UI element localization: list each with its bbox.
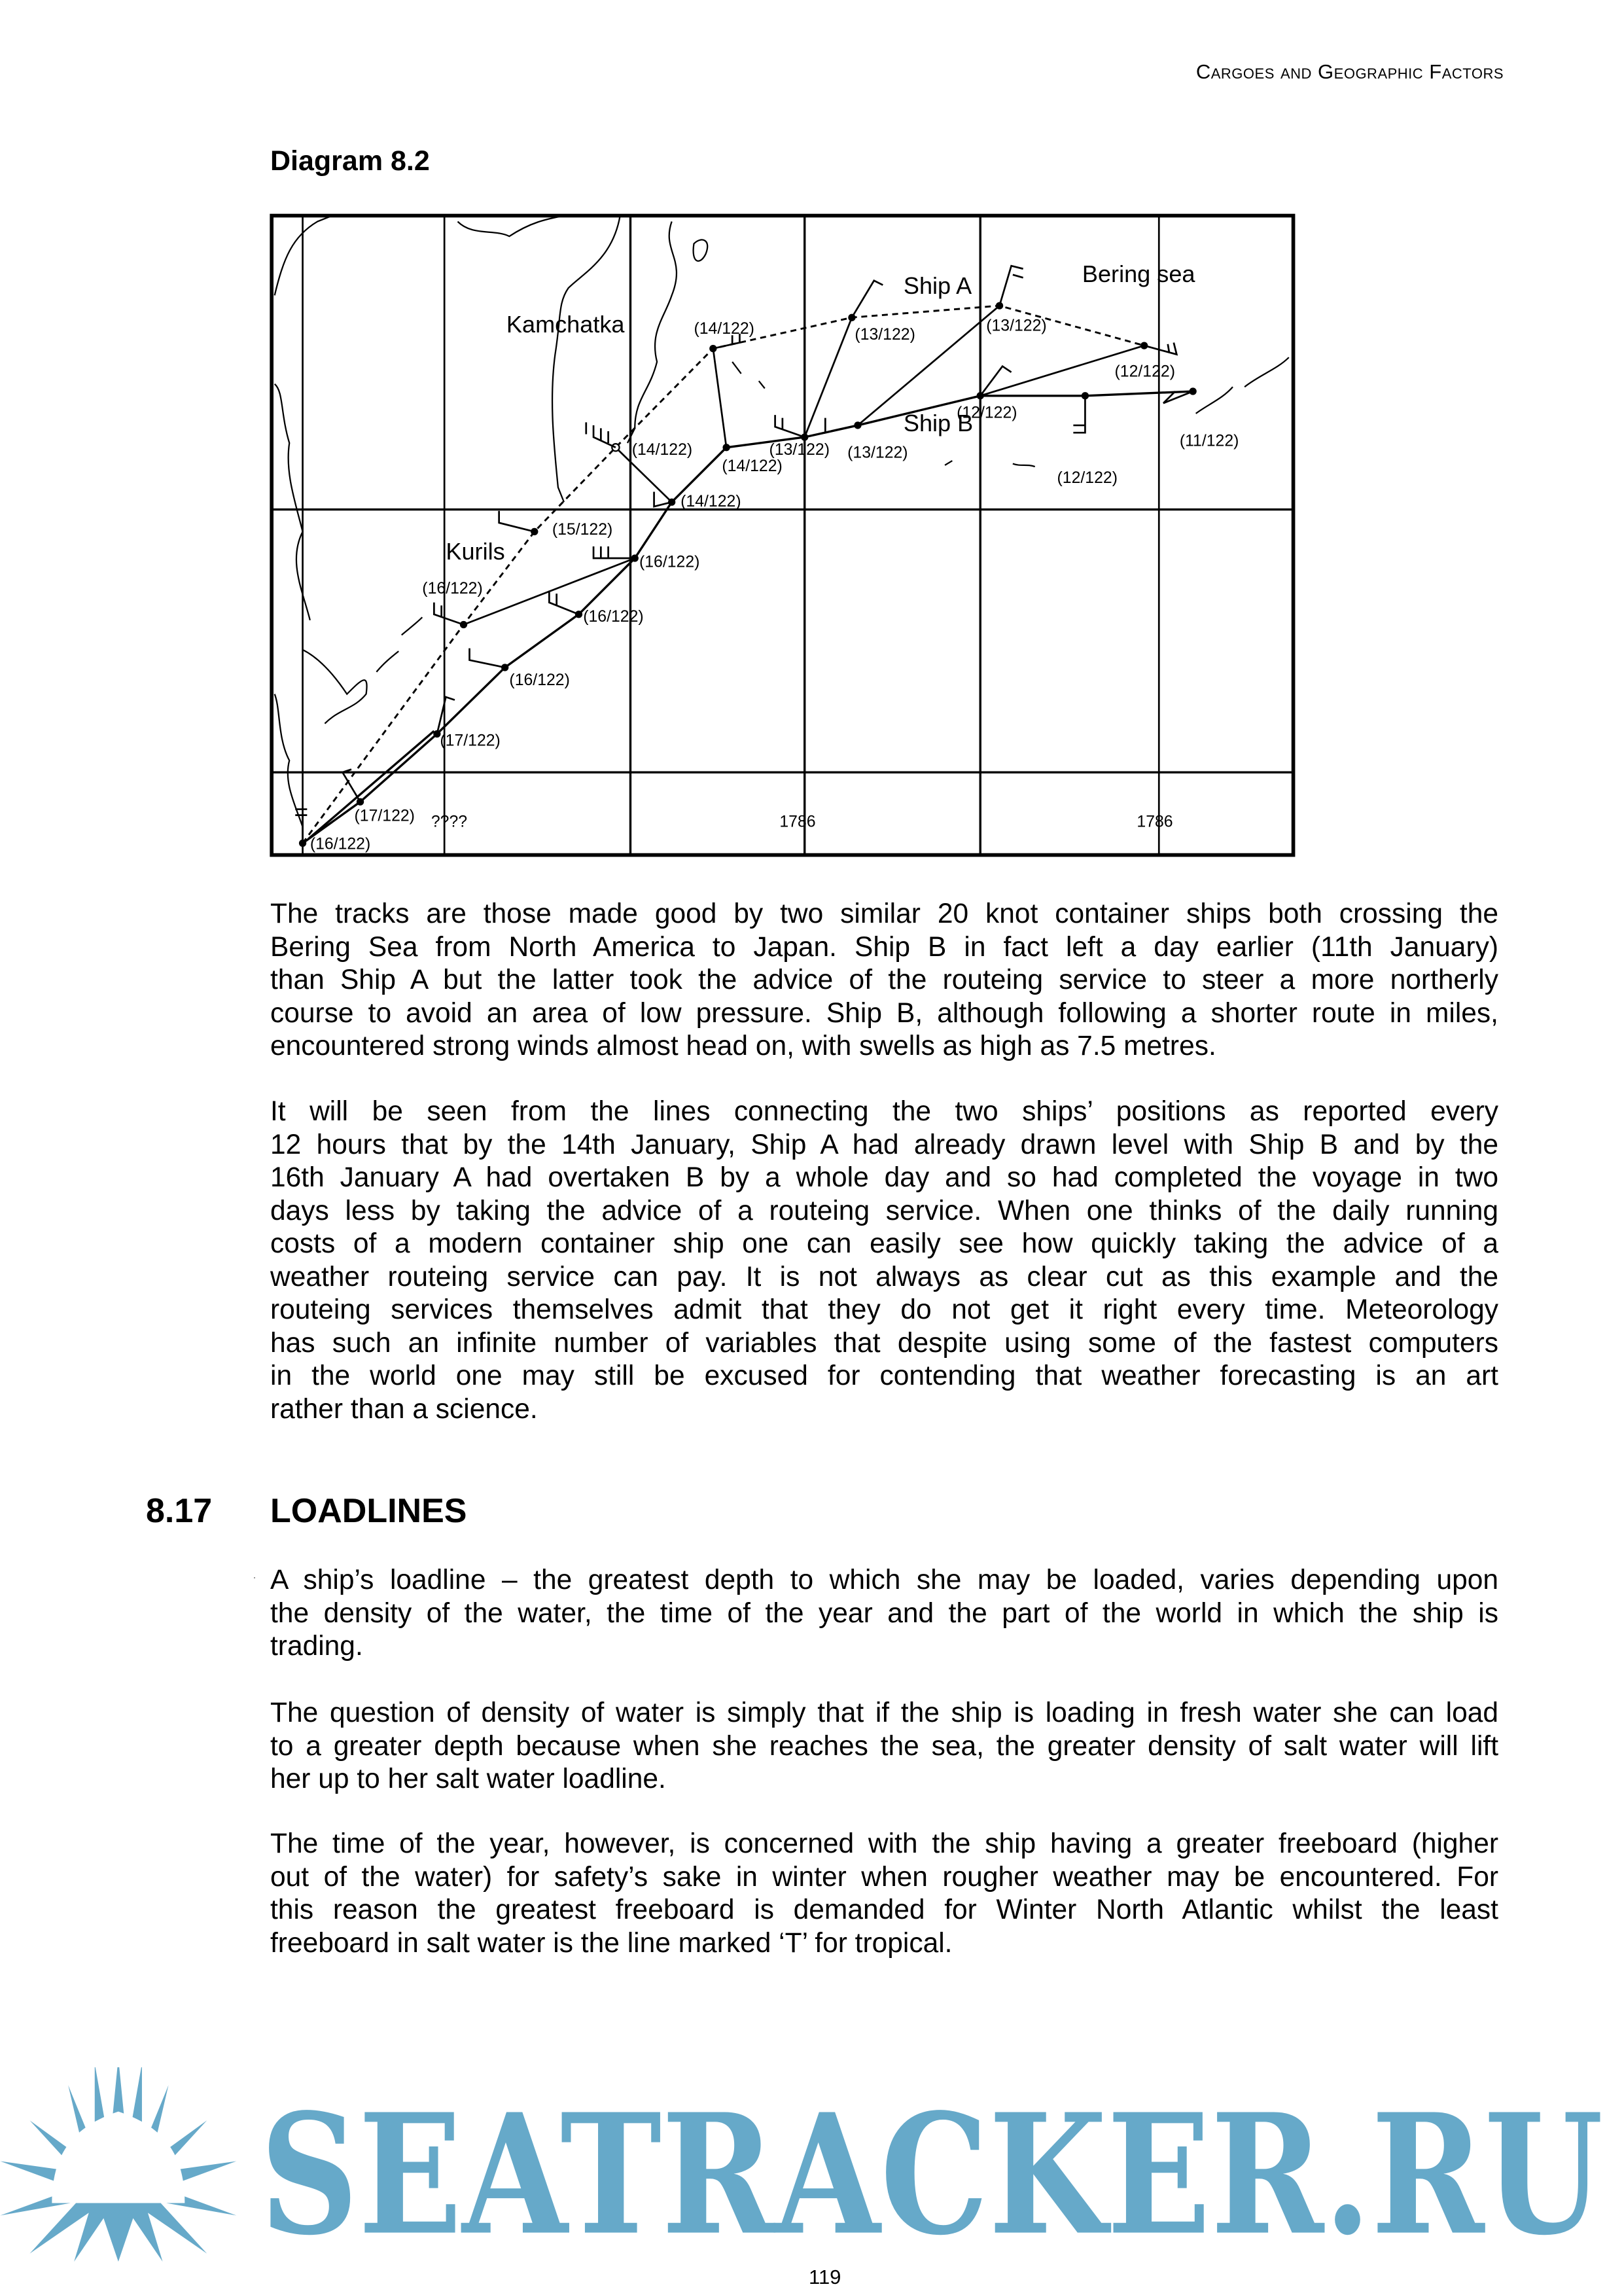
- position-label: (14/122): [680, 493, 741, 511]
- watermark-text: SEATRACKER.RU: [260, 2077, 1604, 2264]
- text-line: days less by taking the advice of a routeing service. When one thinks of the daily running: [270, 1195, 1498, 1226]
- position-label: (13/122): [847, 444, 908, 462]
- label-ship-b: Ship B: [903, 409, 974, 436]
- sun-logo-icon: [0, 2067, 236, 2262]
- paragraph-freeboard: [270, 1828, 1498, 1960]
- position-dots: [299, 302, 1197, 847]
- text-line: 12 hours that by the 14th January, Ship A had already drawn level with Ship B and by the: [270, 1129, 1498, 1160]
- text-line: trading.: [270, 1631, 363, 1662]
- text-line: to a greater depth because when she reaches the sea, the greater density of salt water will lift: [270, 1730, 1498, 1762]
- text-line: routeing services themselves admit that they do not get it right every time. Meteorology: [270, 1294, 1498, 1325]
- text-line: in the world one may still be excused for contending that weather forecasting is an art: [270, 1361, 1498, 1391]
- position-label: (15/122): [552, 520, 613, 539]
- text-line: It will be seen from the lines connecting the two ships’ positions as reported every: [270, 1096, 1498, 1127]
- text-line: The question of density of water is simply that if the ship is loading in fresh water she can load: [270, 1698, 1498, 1728]
- page-number: 119: [809, 2266, 841, 2288]
- position-label: (17/122): [440, 732, 501, 750]
- position-label: (17/122): [354, 807, 415, 825]
- bottom-label: 1786: [1137, 813, 1173, 831]
- text-line: the density of the water, the time of the year and the part of the world in which the ship is: [270, 1597, 1498, 1629]
- text-line: course to avoid an area of low pressure. Ship B, although following a shorter route in miles,: [270, 997, 1498, 1029]
- running-header: Cargoes and Geographic Factors: [1195, 60, 1504, 83]
- position-label: (16/122): [422, 580, 483, 598]
- bottom-label: 1786: [779, 813, 816, 831]
- position-label: (16/122): [509, 671, 570, 690]
- position-label: (12/122): [1057, 469, 1118, 487]
- position-label: (16/122): [639, 553, 700, 571]
- section-number: 8.17: [146, 1492, 213, 1530]
- paragraph-density: [270, 1697, 1498, 1796]
- text-line: A ship’s loadline – the greatest depth to which she may be loaded, varies depending upon: [270, 1565, 1498, 1595]
- position-label: (14/122): [694, 320, 754, 338]
- paragraph-comparison: [270, 1095, 1498, 1426]
- coastlines: [275, 216, 1289, 827]
- position-label: (11/122): [1179, 432, 1239, 450]
- ship-b-position-labels: [310, 404, 1239, 853]
- text-line: rather than a science.: [270, 1393, 538, 1425]
- paragraph-tracks: [270, 898, 1498, 1063]
- position-label: (14/122): [631, 441, 693, 459]
- watermark: [0, 2067, 1624, 2264]
- position-label: (16/122): [583, 608, 644, 626]
- region-labels: [446, 260, 1195, 565]
- text-line: this reason the greatest freeboard is demanded for Winter North Atlantic whilst the least: [270, 1895, 1498, 1925]
- diagram-title: Diagram 8.2: [270, 145, 430, 177]
- text-line: The time of the year, however, is concerned with the ship having a greater freeboard (higher: [270, 1828, 1498, 1859]
- text-line: costs of a modern container ship one can easily see how quickly taking the advice of a: [270, 1228, 1498, 1259]
- text-line: her up to her salt water loadline.: [270, 1764, 666, 1794]
- paragraph-loadline-definition: [270, 1564, 1498, 1663]
- position-label: (13/122): [986, 317, 1047, 335]
- position-label: (16/122): [309, 835, 371, 853]
- ship-a-track: [303, 306, 1144, 843]
- text-line: weather routeing service can pay. It is not always as clear cut as this example and the: [270, 1261, 1498, 1292]
- stray-mark: ·: [253, 1571, 256, 1584]
- position-label: (13/122): [855, 326, 915, 344]
- map-frame: [272, 216, 1293, 855]
- position-label: (12/122): [957, 404, 1017, 422]
- label-ship-a: Ship A: [903, 272, 972, 300]
- text-line: has such an infinite number of variables that despite using some of the fastest computers: [270, 1327, 1498, 1359]
- label-kurils: Kurils: [446, 538, 505, 565]
- label-bering-sea: Bering sea: [1082, 260, 1195, 288]
- text-line: freeboard in salt water is the line marked ‘T’ for tropical.: [270, 1927, 953, 1959]
- text-line: Bering Sea from North America to Japan. Ship B in fact left a day earlier (11th January): [270, 931, 1498, 963]
- section-title: LOADLINES: [270, 1492, 467, 1530]
- text-line: encountered strong winds almost head on, with swells as high as 7.5 metres.: [270, 1031, 1216, 1061]
- text-line: The tracks are those made good by two similar 20 knot container ships both crossing the: [270, 898, 1498, 929]
- position-label: (13/122): [769, 441, 830, 459]
- bottom-labels: [431, 813, 1173, 831]
- text-line: 16th January A had overtaken B by a whole day and so had completed the voyage in two: [270, 1162, 1498, 1193]
- wind-barbs: [295, 266, 1193, 843]
- route-diagram: [0, 0, 1624, 886]
- position-label: (14/122): [722, 457, 783, 475]
- label-kamchatka: Kamchatka: [506, 310, 625, 338]
- text-line: than Ship A but the latter took the advice of the routeing service to steer a more northerly: [270, 965, 1498, 995]
- position-label: (12/122): [1114, 363, 1175, 381]
- bottom-label: ????: [431, 813, 468, 831]
- text-line: out of the water) for safety’s sake in winter when rougher weather may be encountered. For: [270, 1861, 1498, 1893]
